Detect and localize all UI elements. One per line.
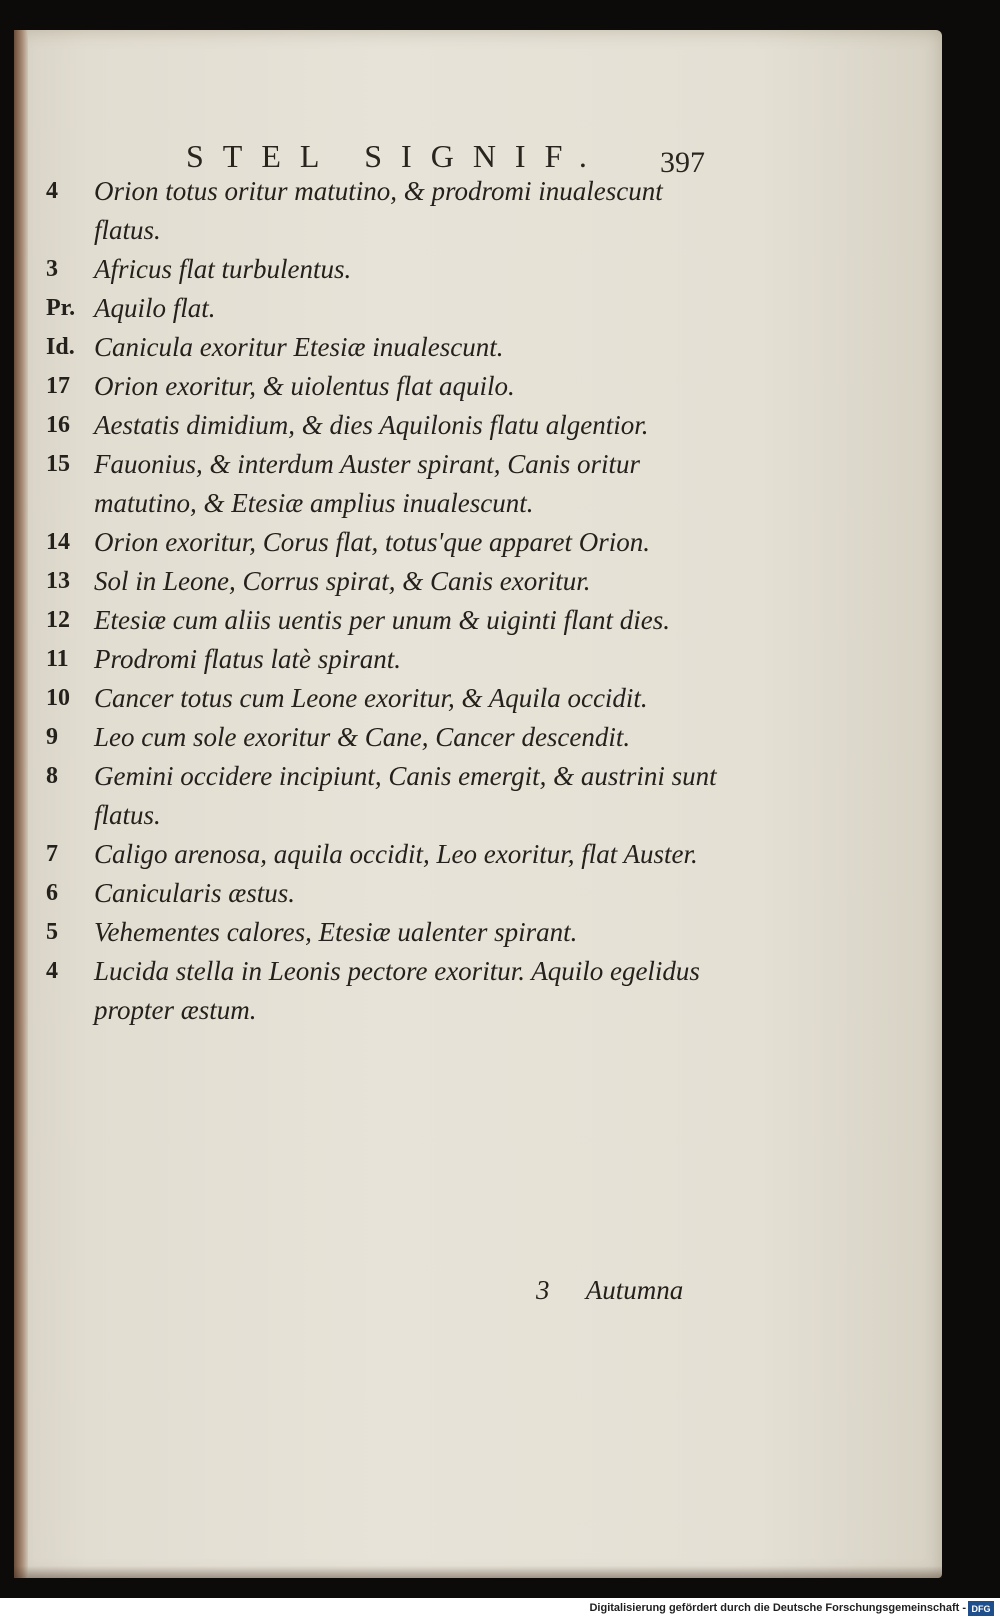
entry-text: Orion exoritur, & uiolentus flat aquilo. [94, 371, 515, 401]
calendar-text [46, 172, 726, 1030]
entry [46, 172, 726, 250]
entry-day: 3 [46, 256, 58, 282]
digitization-credit: Digitalisierung gefördert durch die Deutsche Forschungsgemeinschaft - [589, 1602, 966, 1614]
entry-day: 14 [46, 529, 70, 555]
entry [46, 250, 726, 289]
page-number: 397 [660, 146, 705, 179]
entry-text: Fauonius, & interdum Auster spirant, Canis oritur matutino, & Etesiæ amplius inualescunt. [94, 449, 641, 518]
entry-day: 13 [46, 568, 70, 594]
catchword: 3 Autumna [536, 1275, 684, 1305]
entry [46, 445, 726, 523]
entry-day: Pr. [46, 295, 76, 321]
entry-text: Gemini occidere incipiunt, Canis emergit, & austrini sunt flatus. [94, 761, 717, 830]
entry [46, 640, 726, 679]
running-head: STEL SIGNIF. [186, 138, 606, 174]
entry [46, 367, 726, 406]
entry-day: 4 [46, 958, 58, 984]
page-bottom-shadow [14, 1566, 942, 1578]
entry [46, 523, 726, 562]
entry-text: Caligo arenosa, aquila occidit, Leo exoritur, flat Auster. [94, 839, 698, 869]
entry [46, 718, 726, 757]
entry [46, 328, 726, 367]
entry [46, 406, 726, 445]
entry-day: 12 [46, 607, 70, 633]
entry [46, 679, 726, 718]
entry-text: Orion exoritur, Corus flat, totus'que apparet Orion. [94, 527, 651, 557]
entry-text: Etesiæ cum aliis uentis per unum & uiginti flant dies. [94, 605, 670, 635]
entry-day: 17 [46, 373, 70, 399]
entry [46, 289, 726, 328]
entry [46, 913, 726, 952]
entry-day: 4 [46, 178, 58, 204]
entry-text: Canicularis æstus. [94, 878, 296, 908]
entry [46, 952, 726, 1030]
entry-day: 6 [46, 880, 58, 906]
entry-text: Orion totus oritur matutino, & prodromi inualescunt flatus. [94, 176, 663, 245]
entry-day: Id. [46, 334, 75, 360]
entry-text: Sol in Leone, Corrus spirat, & Canis exoritur. [94, 566, 591, 596]
entry-text: Vehementes calores, Etesiæ ualenter spirant. [94, 917, 578, 947]
entry-day: 8 [46, 763, 58, 789]
entry-text: Aestatis dimidium, & dies Aquilonis flatu algentior. [94, 410, 649, 440]
entry-day: 10 [46, 685, 70, 711]
entry-day: 16 [46, 412, 70, 438]
page-edge [14, 30, 28, 1578]
entry-text: Africus flat turbulentus. [94, 254, 352, 284]
entry-text: Leo cum sole exoritur & Cane, Cancer descendit. [94, 722, 631, 752]
entry [46, 562, 726, 601]
entry [46, 835, 726, 874]
entry-day: 7 [46, 841, 58, 867]
entry-day: 15 [46, 451, 70, 477]
entry [46, 874, 726, 913]
entry [46, 757, 726, 835]
entry-day: 9 [46, 724, 58, 750]
entry-text: Aquilo flat. [94, 293, 216, 323]
entry-text: Prodromi flatus latè spirant. [94, 644, 402, 674]
entry-text: Lucida stella in Leonis pectore exoritur. Aquilo egelidus propter æstum. [94, 956, 700, 1025]
entry-text: Cancer totus cum Leone exoritur, & Aquila occidit. [94, 683, 648, 713]
entry-day: 5 [46, 919, 58, 945]
entry-day: 11 [46, 646, 69, 672]
entry [46, 601, 726, 640]
dfg-logo: DFG [968, 1601, 994, 1616]
entry-text: Canicula exoritur Etesiæ inualescunt. [94, 332, 504, 362]
